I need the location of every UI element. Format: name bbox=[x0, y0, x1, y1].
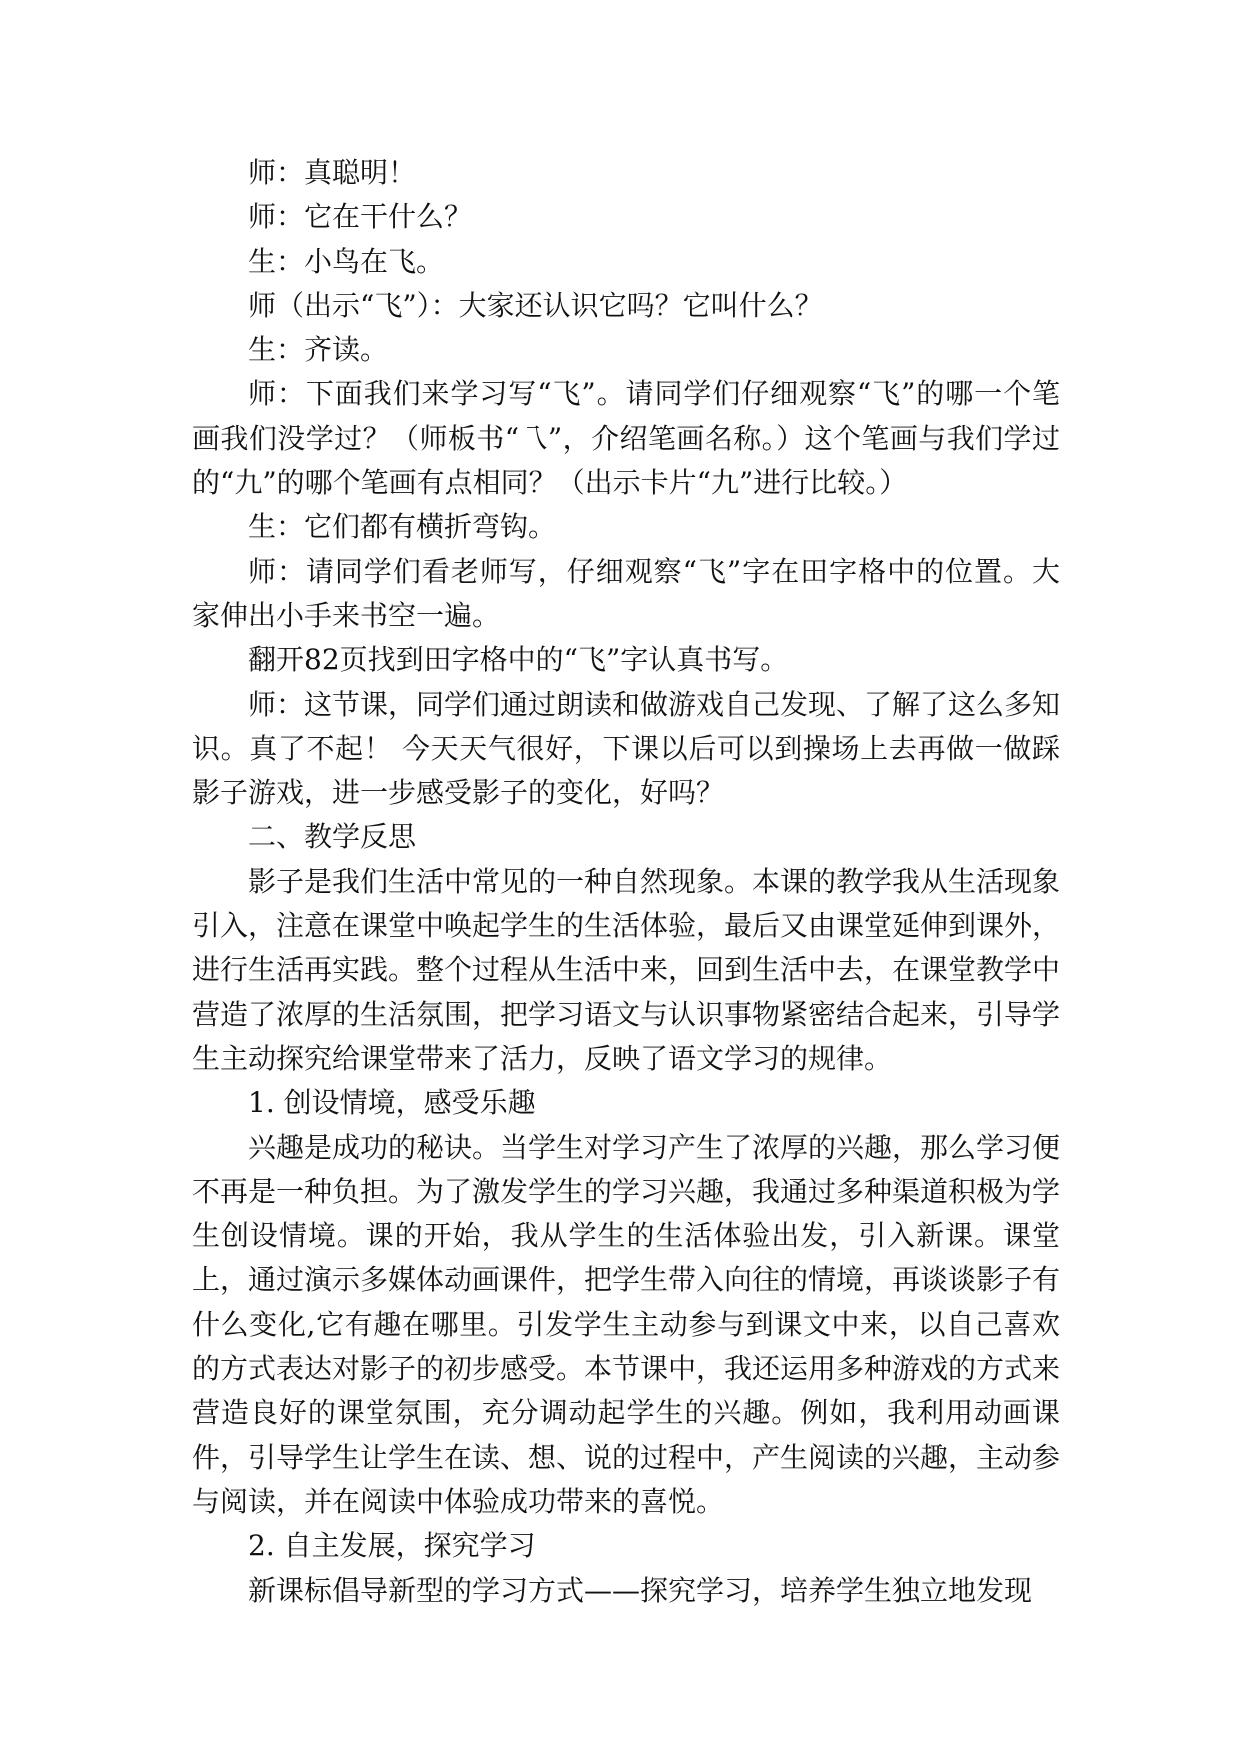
dialogue-paragraph: 师：下面我们来学习写“飞”。请同学们仔细观察“飞”的哪一个笔画我们没学过？（师板书“乁”，介绍笔画名称。）这个笔画与我们学过的“九”的哪个笔画有点相同？（出示卡片“九”进行比较。） bbox=[192, 377, 1060, 500]
dialogue-line: 生：齐读。 bbox=[248, 333, 389, 367]
body-paragraph: 影子是我们生活中常见的一种自然现象。本课的教学我从生活现象引入，注意在课堂中唤起学生的生活体验，最后又由课堂延伸到课外，进行生活再实践。整个过程从生活中来，回到生活中去，在课堂教学中营造了浓厚的生活氛围，把学习语文与认识事物紧密结合起来，引导学生主动探究给课堂带来了活力，反映了语文学习的规律。 bbox=[192, 864, 1061, 1075]
instruction-line: 翻开82页找到田字格中的“飞”字认真书写。 bbox=[248, 643, 789, 677]
section-heading: 二、教学反思 bbox=[248, 820, 417, 854]
dialogue-line: 生：它们都有横折弯钩。 bbox=[248, 510, 557, 544]
body-paragraph: 新课标倡导新型的学习方式——探究学习，培养学生独立地发现 bbox=[248, 1573, 1033, 1607]
subsection-heading: 2. 自主发展，探究学习 bbox=[248, 1529, 536, 1563]
dialogue-line: 师：它在干什么？ bbox=[248, 200, 473, 234]
document-body bbox=[192, 151, 1060, 1613]
dialogue-line: 师（出示“飞”）：大家还认识它吗？它叫什么？ bbox=[248, 288, 823, 322]
dialogue-paragraph: 师：请同学们看老师写，仔细观察“飞”字在田字格中的位置。大家伸出小手来书空一遍。 bbox=[192, 554, 1060, 632]
subsection-heading: 1. 创设情境，感受乐趣 bbox=[248, 1086, 536, 1120]
body-paragraph: 兴趣是成功的秘诀。当学生对学习产生了浓厚的兴趣，那么学习便不再是一种负担。为了激发学生的学习兴趣，我通过多种渠道积极为学生创设情境。课的开始，我从学生的生活体验出发，引入新课。课堂上，通过演示多媒体动画课件，把学生带入向往的情境，再谈谈影子有什么变化,它有趣在哪里。引发学生主动参与到课文中来，以自己喜欢的方式表达对影子的初步感受。本节课中，我还运用多种游戏的方式来营造良好的课堂氛围，充分调动起学生的兴趣。例如，我利用动画课件，引导学生让学生在读、想、说的过程中，产生阅读的兴趣，主动参与阅读，并在阅读中体验成功带来的喜悦。 bbox=[192, 1130, 1061, 1518]
dialogue-line: 师：真聪明！ bbox=[248, 156, 417, 189]
dialogue-paragraph: 师：这节课，同学们通过朗读和做游戏自己发现、了解了这么多知识。真了不起！ 今天天气很好，下课以后可以到操场上去再做一做踩影子游戏，进一步感受影子的变化，好吗？ bbox=[192, 687, 1061, 810]
dialogue-line: 生：小鸟在飞。 bbox=[248, 244, 445, 278]
